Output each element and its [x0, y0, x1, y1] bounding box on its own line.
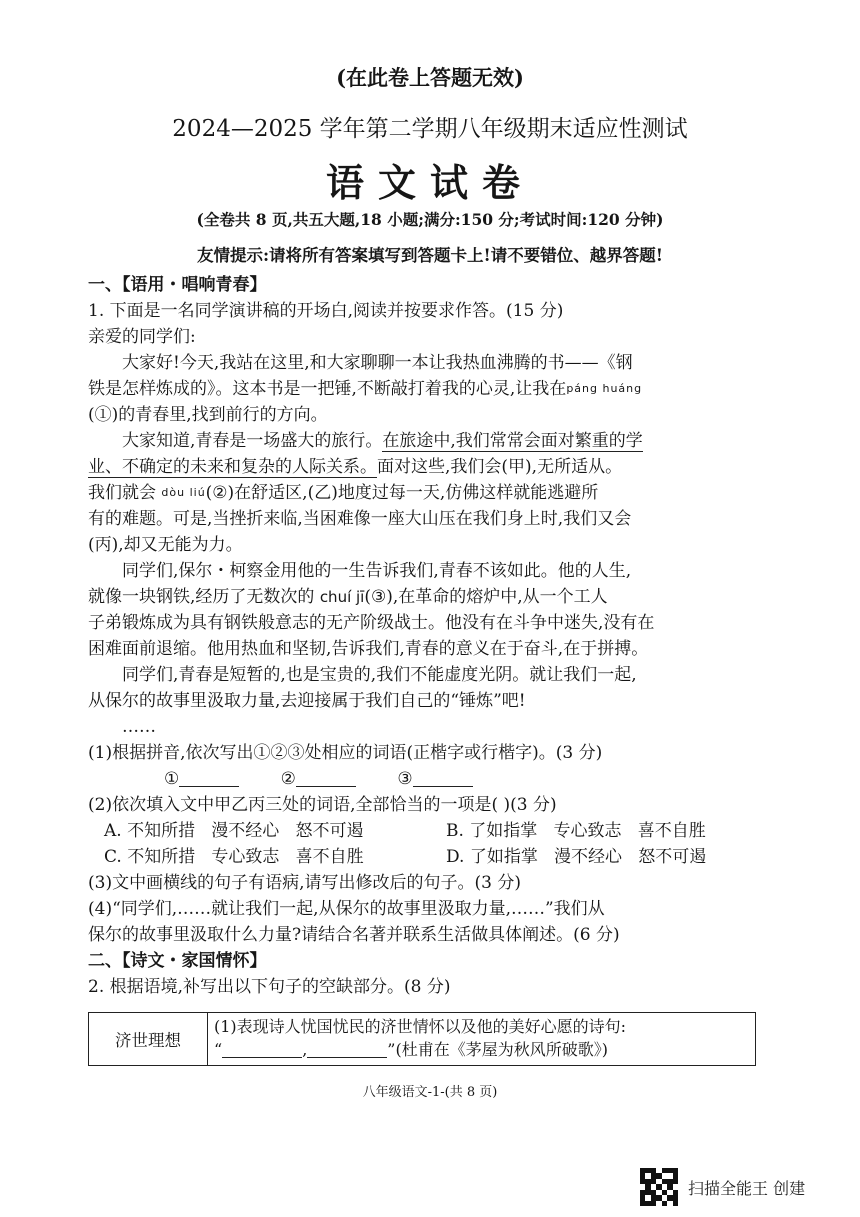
underlined-sentence: 业、不确定的未来和复杂的人际关系。: [88, 457, 377, 477]
exam-meta: (全卷共 8 页,共五大题,18 小题;满分:150 分;考试时间:120 分钟): [196, 210, 664, 229]
passage-line: [88, 584, 770, 610]
passage-line: [88, 376, 770, 402]
poem-blank-1: [222, 1039, 302, 1058]
blank-label-1: ①: [164, 769, 180, 789]
open-quote: “: [214, 1040, 223, 1059]
option-b: B. 了如指掌 专心致志 喜不自胜: [446, 821, 706, 841]
passage-text: 铁是怎样炼成的》。这本书是一把锤,不断敲打着我的心灵,让我在: [88, 379, 567, 399]
option-d: D. 了如指掌 漫不经心 怒不可遏: [446, 847, 707, 867]
option-c: C. 不知所措 专心致志 喜不自胜: [104, 847, 364, 867]
salutation: 亲爱的同学们:: [88, 327, 196, 347]
answer-blanks: [88, 766, 770, 792]
subject-title: 语文试卷: [325, 160, 534, 205]
passage-line: (丙),却又无能为力。: [88, 535, 243, 555]
passage-line: 同学们,青春是短暂的,也是宝贵的,我们不能虚度光阴。就让我们一起,: [122, 665, 637, 685]
answer-blank-3: [413, 768, 473, 787]
sub-question-3: (3)文中画横线的句子有语病,请写出修改后的句子。(3 分): [88, 873, 521, 893]
poem-blank-2: [307, 1039, 387, 1058]
table-content: [208, 1013, 755, 1065]
exam-title: 2024—2025 学年第二学期八年级期末适应性测试: [172, 116, 688, 142]
table-prompt: (1)表现诗人忧国忧民的济世情怀以及他的美好心愿的诗句:: [214, 1017, 627, 1036]
passage-text: (③),在革命的熔炉中,从一个工人: [364, 587, 608, 607]
option-a: A. 不知所措 漫不经心 怒不可遏: [104, 821, 364, 841]
passage-line: [88, 428, 770, 454]
sub-question-4-cont: 保尔的故事里汲取什么力量?请结合名著并联系生活做具体阐述。(6 分): [88, 925, 620, 945]
pinyin-3: chuí jī: [319, 588, 365, 606]
section2-heading: 二、【诗文・家国情怀】: [88, 951, 267, 971]
sub-question-2: (2)依次填入文中甲乙丙三处的词语,全部恰当的一项是( )(3 分): [88, 795, 557, 815]
qr-code-icon: [640, 1168, 678, 1206]
sub-question-1: (1)根据拼音,依次写出①②③处相应的词语(正楷字或行楷字)。(3 分): [88, 743, 603, 763]
ellipsis: ……: [122, 717, 156, 737]
passage-text: 我们就会: [88, 483, 156, 503]
passage-line: 有的难题。可是,当挫折来临,当困难像一座大山压在我们身上时,我们又会: [88, 509, 632, 529]
poem-fill-table: [88, 1012, 756, 1066]
q1-stem: 1. 下面是一名同学演讲稿的开场白,阅读并按要求作答。(15 分): [88, 301, 564, 321]
passage-line: 从保尔的故事里汲取力量,去迎接属于我们自己的“锤炼”吧!: [88, 691, 526, 711]
scanner-watermark: [640, 1168, 805, 1206]
sub-question-4: (4)“同学们,……就让我们一起,从保尔的故事里汲取力量,……”我们从: [88, 899, 605, 919]
pinyin-1: páng huáng: [566, 382, 643, 395]
pinyin-2: dòu liú: [161, 486, 206, 499]
blank-label-2: ②: [280, 769, 296, 789]
passage-line: 困难面前退缩。他用热血和坚韧,告诉我们,青春的意义在于奋斗,在于拼搏。: [88, 639, 649, 659]
blank-label-3: ③: [397, 769, 413, 789]
passage-line: 子弟锻炼成为具有钢铁般意志的无产阶级战士。他没有在斗争中迷失,没有在: [88, 613, 655, 633]
passage-text: 面对这些,我们会(甲),无所适从。: [377, 457, 623, 477]
passage-text: 大家知道,青春是一场盛大的旅行。: [122, 431, 383, 451]
passage-line: [88, 454, 770, 480]
option-row: [88, 818, 770, 844]
answer-blank-1: [179, 768, 239, 787]
passage-line: (①)的青春里,找到前行的方向。: [88, 405, 328, 425]
table-fill-line: [214, 1038, 749, 1061]
passage-line: 同学们,保尔・柯察金用他的一生告诉我们,青春不该如此。他的人生,: [122, 561, 632, 581]
answer-blank-2: [296, 768, 356, 787]
passage-text: 就像一块钢铁,经历了无数次的: [88, 587, 315, 607]
option-row: [88, 844, 770, 870]
friendly-tip: 友情提示:请将所有答案填写到答题卡上!请不要错位、越界答题!: [196, 246, 664, 265]
close-quote-source: ”(杜甫在《茅屋为秋风所破歌》): [387, 1040, 608, 1059]
question-body: [88, 272, 770, 1000]
scanner-label: 扫描全能王 创建: [688, 1178, 806, 1198]
passage-text: (②)在舒适区,(乙)地度过每一天,仿佛这样就能逃避所: [205, 483, 599, 503]
passage-line: 大家好!今天,我站在这里,和大家聊聊一本让我热血沸腾的书——《钢: [122, 353, 633, 373]
table-category: 济世理想: [89, 1013, 208, 1065]
page-footer: 八年级语文-1-(共 8 页): [362, 1085, 498, 1100]
passage-line: [88, 480, 770, 506]
comma: ,: [302, 1040, 308, 1059]
q2-stem: 2. 根据语境,补写出以下句子的空缺部分。(8 分): [88, 977, 451, 997]
underlined-sentence: 在旅途中,我们常常会面对繁重的学: [382, 431, 643, 451]
section1-heading: 一、【语用・唱响青春】: [88, 275, 267, 295]
invalid-answer-notice: (在此卷上答题无效): [336, 65, 524, 90]
